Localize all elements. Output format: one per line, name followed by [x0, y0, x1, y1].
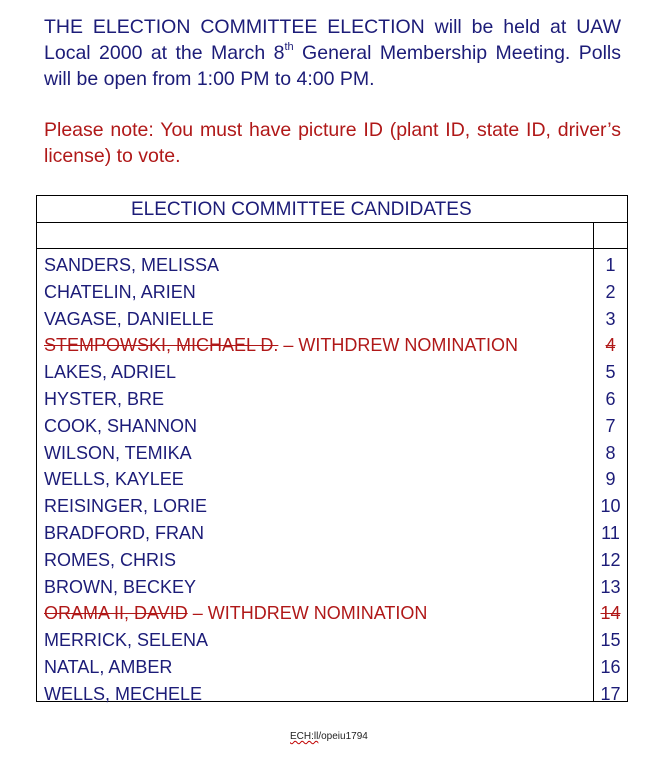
candidate-name: BRADFORD, FRAN [44, 522, 205, 543]
candidate-name: BROWN, BECKEY [44, 576, 197, 597]
candidate-row [44, 681, 589, 708]
document-footer [290, 731, 368, 742]
candidate-name: WILSON, TEMIKA [44, 442, 192, 463]
announcement-text-part1: THE ELECTION COMMITTEE ELECTION will be held at UAW Local 2000 at the March 8 [44, 16, 621, 64]
ordinal-suffix: th [284, 41, 294, 53]
candidate-number: 5 [605, 362, 616, 383]
candidate-number: 7 [605, 415, 616, 436]
candidate-number: 8 [605, 442, 616, 463]
candidate-names-column [44, 252, 589, 708]
candidate-row [44, 547, 589, 574]
candidate-row [44, 574, 589, 601]
candidate-number: 9 [605, 469, 616, 490]
blank-header-row [37, 223, 627, 249]
id-requirement-note: Please note: You must have picture ID (plant ID, state ID, driver’s license) to vote. [44, 119, 621, 167]
candidate-name: ORAMA II, DAVID [44, 603, 188, 624]
candidate-number: 12 [600, 549, 621, 570]
candidate-number: 13 [600, 576, 621, 597]
candidate-number: 10 [600, 496, 621, 517]
candidate-name: WELLS, MECHELE [44, 683, 203, 704]
candidate-row [44, 520, 589, 547]
candidate-name: LAKES, ADRIEL [44, 362, 177, 383]
candidate-number: 11 [601, 522, 620, 543]
candidate-name: SANDERS, MELISSA [44, 255, 220, 275]
candidate-number: 16 [600, 656, 621, 677]
candidate-name: NATAL, AMBER [44, 656, 173, 677]
candidate-name: HYSTER, BRE [44, 388, 165, 409]
candidate-name: MERRICK, SELENA [44, 630, 209, 651]
announcement-paragraph [44, 14, 621, 92]
candidate-row [44, 359, 589, 386]
footer-reference: /opeiu1794 [318, 731, 368, 742]
candidate-name: REISINGER, LORIE [44, 496, 208, 517]
candidate-row [44, 279, 589, 306]
candidate-row [44, 252, 589, 279]
candidate-row [44, 654, 589, 681]
candidate-row [44, 306, 589, 333]
candidate-name: WELLS, KAYLEE [44, 469, 184, 490]
candidate-name: VAGASE, DANIELLE [44, 308, 214, 329]
candidate-row [44, 332, 589, 359]
candidate-row [44, 440, 589, 467]
withdrawn-note: – WITHDREW NOMINATION [278, 335, 519, 356]
candidate-number: 2 [605, 281, 616, 302]
candidate-number: 3 [605, 308, 616, 329]
candidate-row [44, 466, 589, 493]
table-title: ELECTION COMMITTEE CANDIDATES [37, 196, 627, 223]
candidate-number: 17 [600, 683, 621, 704]
candidate-name: STEMPOWSKI, MICHAEL D. [44, 335, 279, 356]
candidates-table [36, 195, 628, 702]
candidate-number: 6 [605, 388, 616, 409]
candidate-row [44, 600, 589, 627]
candidate-name: ROMES, CHRIS [44, 549, 177, 570]
candidate-row [44, 627, 589, 654]
footer-initials: ECH:ll [290, 731, 319, 742]
candidate-name: COOK, SHANNON [44, 415, 198, 436]
candidate-row [44, 413, 589, 440]
candidate-number: 4 [605, 335, 616, 356]
candidate-number: 1 [605, 255, 616, 275]
candidate-numbers-column [594, 252, 627, 708]
announcement-text-part2: General Membership Meeting. Polls will be open from 1:00 PM to 4:00 PM. [44, 42, 622, 90]
candidate-number: 15 [600, 630, 621, 651]
candidate-row [44, 493, 589, 520]
withdrawn-note: – WITHDREW NOMINATION [187, 603, 428, 624]
candidate-number: 14 [600, 603, 621, 624]
candidate-row [44, 386, 589, 413]
candidate-name: CHATELIN, ARIEN [44, 281, 196, 302]
